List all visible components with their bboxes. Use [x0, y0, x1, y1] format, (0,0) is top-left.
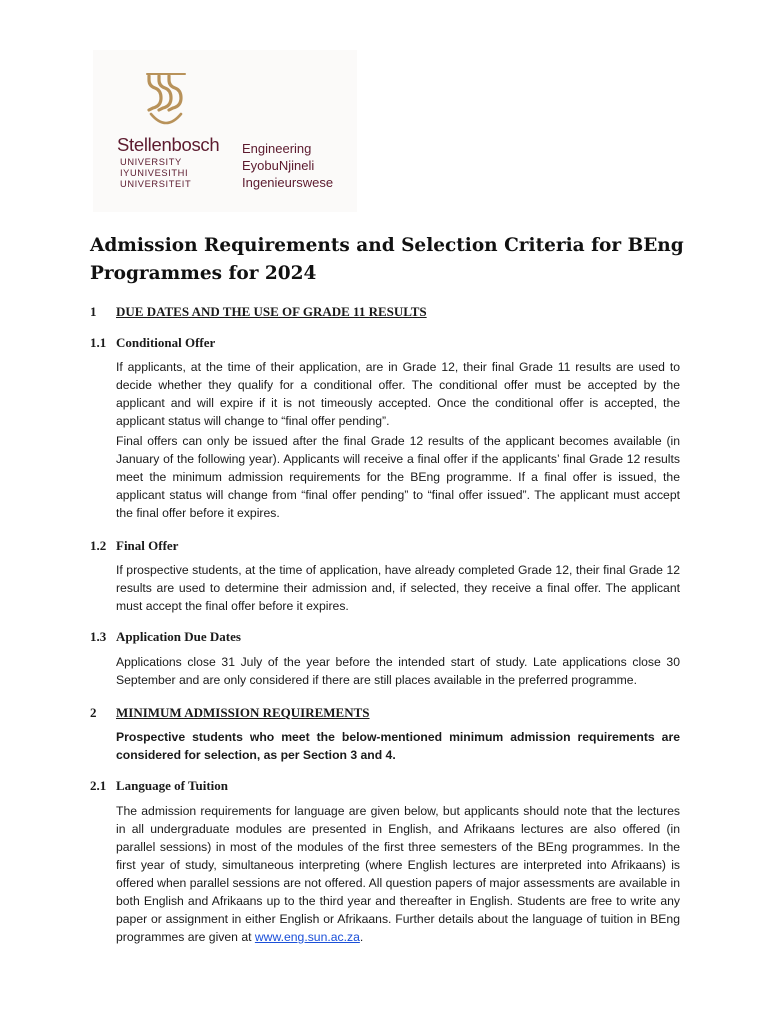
- paragraph: If applicants, at the time of their application, are in Grade 12, their final Grade 11 results are used to decide whether they qualify for a conditional offer. The conditional offer must be accepted by the applicant and will expire if it is not timeously accepted. Once the conditional offer is accepted, the applicant status will change to “final offer pending”.: [116, 360, 680, 428]
- university-sub-afrikaans: UNIVERSITEIT: [120, 179, 192, 189]
- paragraph: Prospective students who meet the below-mentioned minimum admission requirements are considered for selection, as per Section 3 and 4.: [116, 730, 680, 762]
- faculty-afrikaans: Ingenieurswese: [242, 175, 334, 190]
- section-title: MINIMUM ADMISSION REQUIREMENTS: [116, 705, 370, 720]
- paragraph: Applications close 31 July of the year before the intended start of study. Late applications close 30 September and are only considered if there are still places available in the preferred programme.: [116, 655, 680, 687]
- university-logo: [93, 50, 357, 212]
- paragraph-text: The admission requirements for language are given below, but applicants should note that the lectures in all undergraduate modules are presented in English, and Afrikaans lectures are also offered (in parallel sessions) in most of the modules of the first three semesters of the BEng programmes. In the first year of study, simultaneous interpreting (where English lectures are interpreted into Afrikaans) is offered when parallel sessions are not offered. All question papers of major assessments are available in both English and Afrikaans up to the third year and thereafter in English. Students are free to write any paper or assignment in either English or Afrikaans. Further details about the language of tuition in BEng programmes are given at: [116, 804, 680, 944]
- paragraph: Final offers can only be issued after the final Grade 12 results of the applicant becomes available (in January of the following year). Applicants will receive a final offer if the applicants’ final Grade 12 results meet the minimum admission requirements for the BEng programme. If a final offer is issued, the applicant status will change from “final offer pending” to “final offer issued”. The applicant must accept the final offer before it expires.: [116, 434, 680, 520]
- subsection-title: Language of Tuition: [116, 778, 228, 793]
- faculty-xhosa: EyobuNjineli: [242, 158, 315, 173]
- subsection-number: 1.2: [90, 538, 107, 553]
- university-sub-xhosa: IYUNIVESITHI: [120, 168, 189, 178]
- paragraph: [116, 802, 680, 946]
- paragraph: If prospective students, at the time of application, have already completed Grade 12, their final Grade 12 results are used to determine their admission and, if selected, they receive a final offer. The applicant must accept the final offer before it expires.: [116, 563, 680, 613]
- subsection-number: 2.1: [90, 778, 107, 793]
- university-sub-english: UNIVERSITY: [120, 157, 182, 167]
- section-number: 2: [90, 705, 97, 720]
- subsection-title: Final Offer: [116, 538, 179, 553]
- faculty-website-link[interactable]: www.eng.sun.ac.za: [254, 930, 360, 944]
- document-title: Admission Requirements and Selection Criteria for BEng Programmes for 2024: [90, 235, 684, 284]
- stellenbosch-crest-icon: [145, 72, 187, 134]
- university-name: Stellenbosch: [117, 134, 220, 155]
- faculty-english: Engineering: [242, 141, 312, 156]
- section-number: 1: [90, 304, 97, 319]
- subsection-title: Conditional Offer: [116, 335, 216, 350]
- subsection-number: 1.3: [90, 629, 107, 644]
- subsection-title: Application Due Dates: [116, 629, 241, 644]
- paragraph-end: .: [359, 930, 364, 944]
- subsection-number: 1.1: [90, 335, 107, 350]
- section-title: DUE DATES AND THE USE OF GRADE 11 RESULTS: [116, 304, 427, 319]
